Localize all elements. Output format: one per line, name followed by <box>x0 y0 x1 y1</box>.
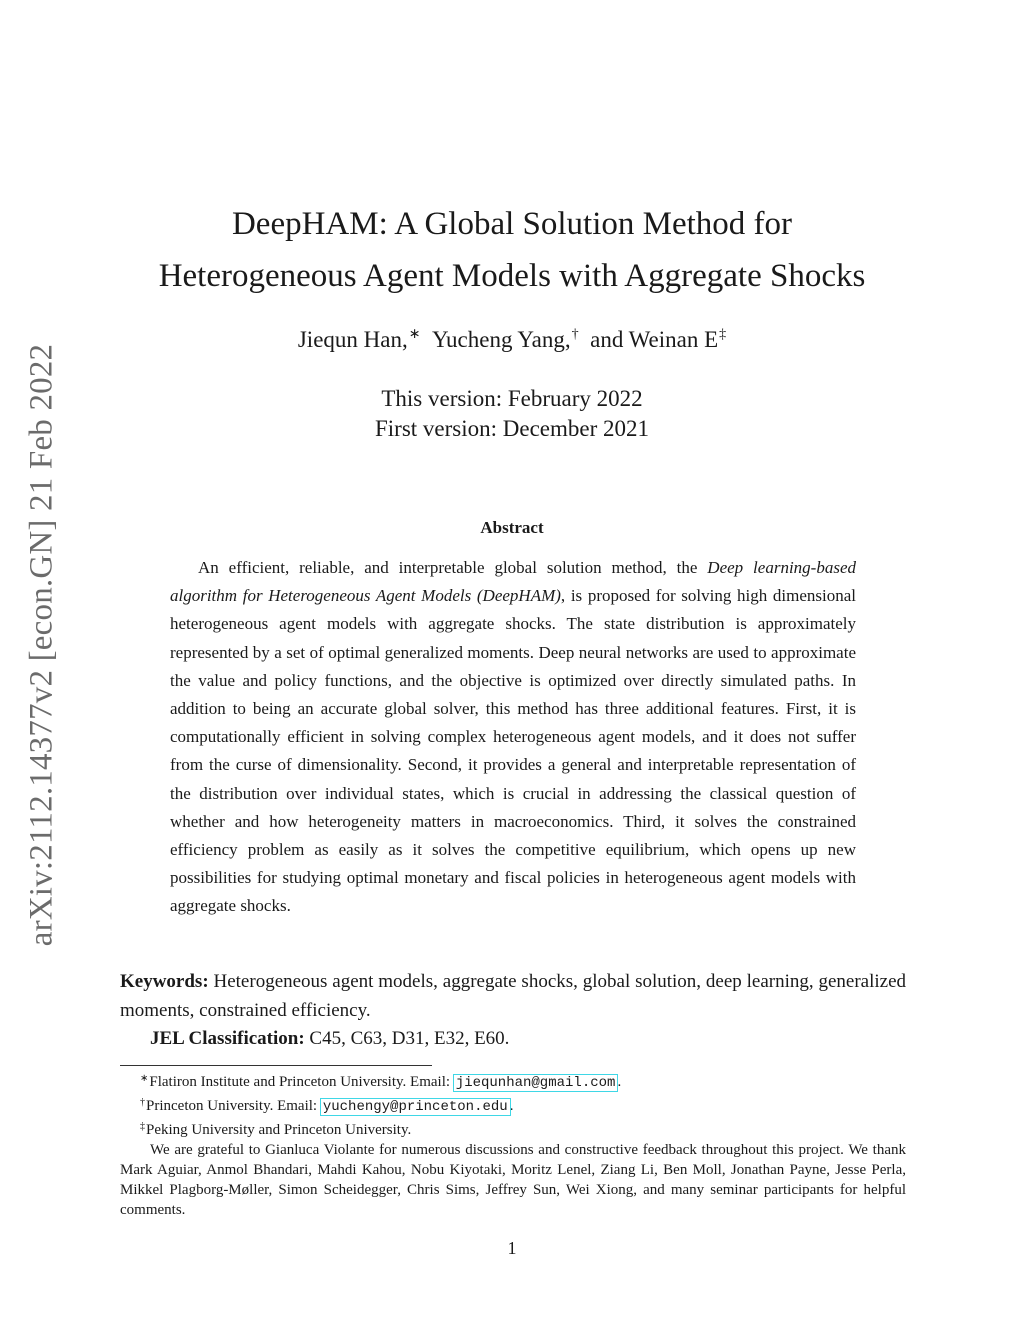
footnote-mark: ‡ <box>140 1121 145 1132</box>
footnotes <box>120 1069 906 1220</box>
abstract-text-start: An efficient, reliable, and interpretable global solution method, the <box>198 558 708 577</box>
acknowledgment: We are grateful to Gianluca Violante for numerous discussions and constructive feedback throughout this project. We thank Mark Aguiar, Anmol Bhandari, Mahdi Kahou, Nobu Kiyotaki, Moritz Lenel, Ziang Li, Ben Moll, Jonathan Payne, Jesse Perla, Mikkel Plagborg-Møller, Simon Scheidegger, Chris Sims, Jeffrey Sun, Wei Xiong, and many seminar participants for helpful comments. <box>120 1142 906 1218</box>
footnote-mark: † <box>140 1097 145 1108</box>
arxiv-identifier-text: arXiv:2112.14377v2 [econ.GN] 21 Feb 2022 <box>23 343 60 947</box>
footnote-end: . <box>509 1098 514 1114</box>
abstract-emphasis: Deep learning-based algorithm for Heterogeneous Agent Models (DeepHAM) <box>170 558 856 606</box>
author-name: and Weinan E <box>590 327 719 352</box>
page-number: 1 <box>507 1238 517 1258</box>
author-list <box>0 326 1024 353</box>
footnote-text: Princeton University. Email: <box>146 1098 321 1114</box>
abstract-body <box>170 554 856 921</box>
title-line-1: DeepHAM: A Global Solution Method for <box>231 206 793 242</box>
author-name: Yucheng Yang, <box>431 327 571 352</box>
footnote-divider <box>120 1065 432 1066</box>
footnote-end: . <box>617 1074 622 1090</box>
keywords <box>120 967 906 1025</box>
footnote-3 <box>120 1117 906 1140</box>
paper-title <box>100 198 924 302</box>
keywords-label: Keywords: <box>120 971 209 992</box>
author-name: Jiequn Han, <box>297 327 408 352</box>
version-info <box>0 384 1024 444</box>
footnote-1 <box>120 1069 906 1093</box>
title-line-2: Heterogeneous Agent Models with Aggregate Shocks <box>158 258 866 294</box>
footnote-text: Peking University and Princeton University. <box>146 1122 412 1138</box>
abstract-text-rest: , is proposed for solving high dimensional heterogeneous agent models with aggregate shocks. The state distribution is approximately represented by a set of optimal generalized moments. Deep neural networks are used to approximate the value and policy functions, and the objective is optimized over directly simulated paths. In addition to being an accurate global solver, this method has three additional features. First, it is computationally efficient in solving complex heterogeneous agent models, and it does not suffer from the curse of dimensionality. Second, it provides a general and interpretable representation of the distribution over individual states, which is crucial in addressing the classical question of whether and how heterogeneity matters in macroeconomics. Third, it solves the constrained efficiency problem as easily as it solves the competitive equilibrium, which opens up new possibilities for studying optimal monetary and fiscal policies in heterogeneous agent models with aggregate shocks. <box>170 586 856 916</box>
current-version: This version: February 2022 <box>381 386 643 411</box>
author-footnote-mark[interactable]: ∗ <box>408 327 421 342</box>
author-footnote-mark[interactable]: † <box>571 327 579 342</box>
footnote-mark: ∗ <box>140 1073 149 1084</box>
abstract-heading: Abstract <box>480 518 544 537</box>
keywords-text: Heterogeneous agent models, aggregate shocks, global solution, deep learning, generalized moments, constrained efficiency. <box>120 971 906 1021</box>
footnote-text: Flatiron Institute and Princeton University. Email: <box>149 1074 454 1090</box>
footnote-2 <box>120 1093 906 1117</box>
jel-classification <box>150 1028 509 1050</box>
email-link[interactable]: yuchengy@princeton.edu <box>322 1099 508 1115</box>
jel-label: JEL Classification: <box>150 1028 305 1049</box>
jel-codes: C45, C63, D31, E32, E60. <box>309 1028 510 1049</box>
email-link[interactable]: jiequnhan@gmail.com <box>455 1075 616 1091</box>
first-version: First version: December 2021 <box>374 416 650 441</box>
author-footnote-mark[interactable]: ‡ <box>719 327 727 342</box>
